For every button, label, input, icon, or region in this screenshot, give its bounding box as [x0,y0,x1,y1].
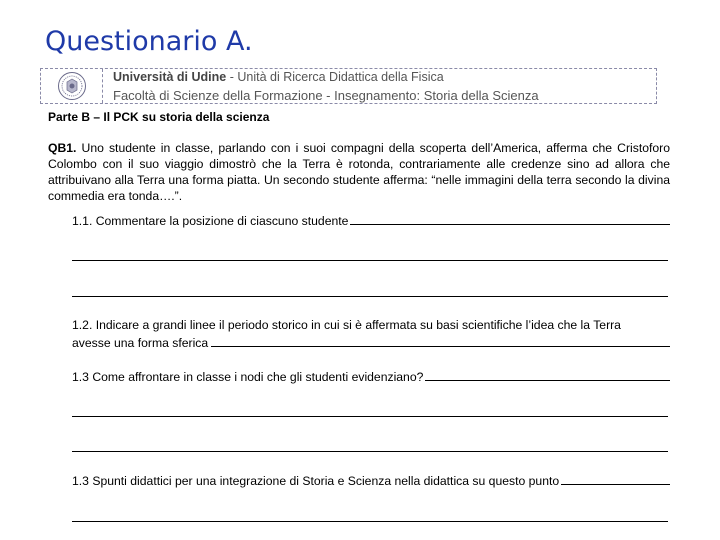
question-1-3a-text: 1.3 Come affrontare in classe i nodi che gli studenti evidenziano? [72,370,424,384]
letterhead [40,68,657,104]
letterhead-university [113,70,444,84]
research-unit: - Unità di Ricerca Didattica della Fisica [226,70,444,84]
question-text: Uno studente in classe, parlando con i suoi compagni della scoperta dell’America, afferma che Cristoforo Colombo con il suo viaggio dimostrò che la Terra è rotonda, contrariamente alle credenze sino ad allora che attribuivano alla Terra una forma piatta. Un secondo studente afferma: “nelle immagini della terra secondo la divina commedia era tonda….”. [48,141,670,203]
question-1-2 [72,316,670,352]
answer-line[interactable] [72,296,668,297]
slide-title: Questionario A. [45,26,253,57]
answer-line[interactable] [72,416,668,417]
answer-line[interactable] [72,260,668,261]
question-1-3b-text: 1.3 Spunti didattici per una integrazione di Storia e Scienza nella didattica su questo punto [72,474,560,488]
answer-line[interactable] [72,521,668,522]
answer-line[interactable] [72,451,668,452]
university-name: Università di Udine [113,70,227,84]
question-qb1 [48,140,670,204]
question-1-1-text: 1.1. Commentare la posizione di ciascuno studente [72,214,349,228]
answer-line[interactable] [425,370,670,381]
university-seal-icon [57,71,87,101]
answer-line[interactable] [211,336,670,347]
question-label: QB1. [48,141,77,155]
question-1-2-text-cont: avesse una forma sferica [72,336,209,350]
answer-line[interactable] [561,474,670,485]
question-1-3b [72,474,670,488]
question-1-1 [72,214,670,228]
seal-frame [41,69,103,103]
part-title: Parte B – Il PCK su storia della scienza [48,110,270,124]
answer-line[interactable] [350,214,670,225]
question-1-2-text: 1.2. Indicare a grandi linee il periodo storico in cui si è affermata su basi scientifiche l’idea che la Terra [72,318,621,332]
question-1-3a [72,370,670,384]
letterhead-faculty: Facoltà di Scienze della Formazione - Insegnamento: Storia della Scienza [113,88,539,103]
